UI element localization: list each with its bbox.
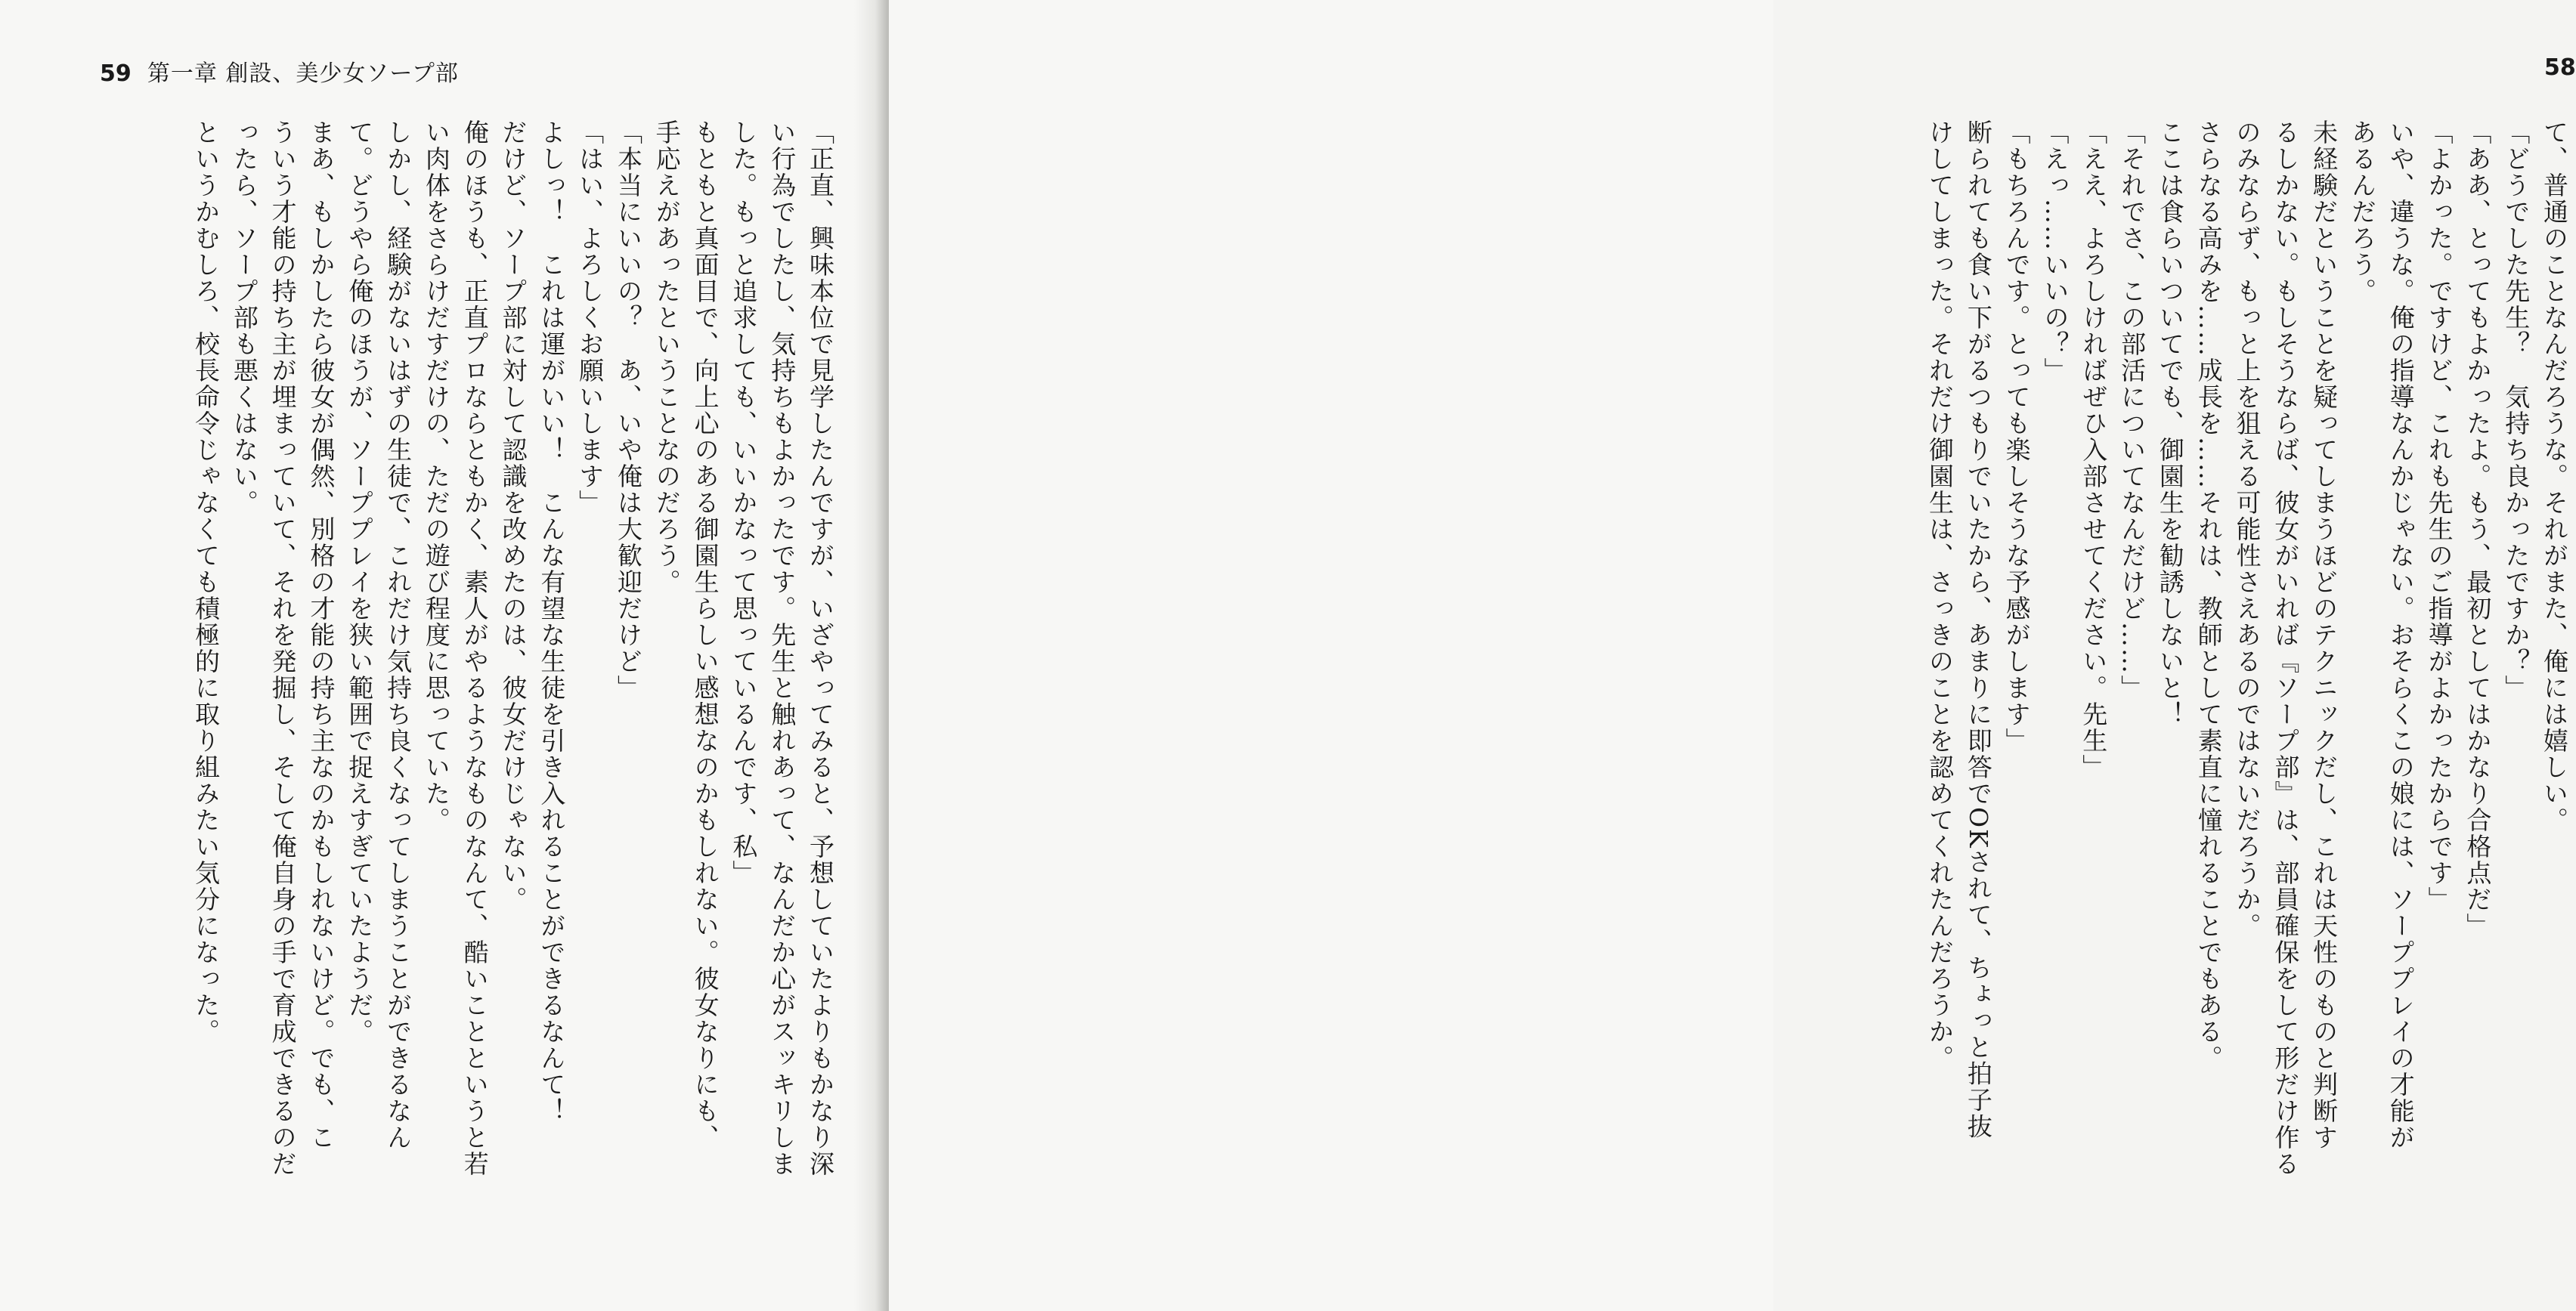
text-line: 未経験だということを疑ってしまうほどのテクニックだし、これは天性のものと判断す <box>2309 119 2339 1151</box>
text-line: 「本当にいいの？ あ、いや俺は大歓迎だけど」 <box>613 119 643 701</box>
right-page-number: 58 <box>2544 54 2576 81</box>
text-line: よしっ！ これは運がいい！ こんな有望な生徒を引き入れることができるなんて！ <box>537 119 567 1124</box>
left-page <box>0 0 877 1311</box>
text-line: るしかない。もしそうならば、彼女がいれば『ソープ部』は、部員確保をして形だけ作る <box>2271 119 2301 1177</box>
text-line: のみならず、もっと上を狙える可能性さえあるのではないだろうか。 <box>2232 119 2262 939</box>
left-page-header <box>100 54 459 88</box>
text-line: だけど、ソープ部に対して認識を改めたのは、彼女だけじゃない。 <box>498 119 528 913</box>
text-line: いや、違うな。俺の指導なんかじゃない。おそらくこの娘には、ソーププレイの才能が <box>2386 119 2416 1151</box>
right-page-header <box>2544 54 2576 81</box>
text-line: て。どうやら俺のほうが、ソーププレイを狭い範囲で捉えすぎていたようだ。 <box>345 119 375 1045</box>
text-line: ったら、ソープ部も悪くはない。 <box>229 119 259 516</box>
text-line: い肉体をさらけだすだけの、ただの遊び程度に思っていた。 <box>421 119 451 833</box>
text-line: もともと真面目で、向上心のある御園生らしい感想なのかもしれない。彼女なりにも、 <box>690 119 720 1151</box>
text-line: ここは食らいついてでも、御園生を勧誘しないと！ <box>2155 119 2185 728</box>
text-line: 「それでさ、この部活についてなんだけど……」 <box>2117 119 2147 701</box>
text-line: ういう才能の持ち主が埋まっていて、それを発掘し、そして俺自身の手で育成できるのだ <box>268 119 298 1177</box>
text-line: あるんだろう。 <box>2347 119 2377 305</box>
text-line: 「ああ、とってもよかったよ。もう、最初としてはかなり合格点だ」 <box>2463 119 2493 939</box>
text-line: 「ええ、よろしければぜひ入部させてください。先生」 <box>2079 119 2109 781</box>
text-line: 断られても食い下がるつもりでいたから、あまりに即答でOKされて、ちょっと拍子抜 <box>1963 119 1993 1140</box>
left-page-number: 59 <box>100 60 132 87</box>
text-line: さらなる高みを……成長を……それは、教師として素直に憧れることでもある。 <box>2194 119 2224 1071</box>
text-line: 俺のほうも、正直プロならともかく、素人がやるようなものなんて、酷いことというと若 <box>460 119 490 1177</box>
text-line: 手応えがあったということなのだろう。 <box>652 119 682 595</box>
text-line: 「よかった。ですけど、これも先生のご指導がよかったからです」 <box>2424 119 2454 913</box>
text-line: 「えっ……いいの？」 <box>2040 119 2070 384</box>
text-line: というかむしろ、校長命令じゃなくても積極的に取り組みたい気分になった。 <box>191 119 221 1045</box>
text-line: 「もちろんです。とっても楽しそうな予感がします」 <box>2002 119 2032 754</box>
text-line: い行為でしたし、気持ちもよかったです。先生と触れあって、なんだか心がスッキリしま <box>767 119 797 1177</box>
text-line: 「どうでした先生？ 気持ち良かったですか？」 <box>2501 119 2531 701</box>
right-page-text <box>1840 119 2573 1253</box>
text-line: まあ、もしかしたら彼女が偶然、別格の才能の持ち主なのかもしれないけど。でも、こ <box>306 119 336 1151</box>
text-line: した。もっと追求しても、いいかなって思っているんです、私」 <box>729 119 759 886</box>
left-page-text <box>89 119 839 1253</box>
text-line: て、普通のことなんだろうな。それがまた、俺には嬉しい。 <box>2540 119 2569 833</box>
chapter-title: 第一章 創設、美少女ソープ部 <box>147 60 459 87</box>
text-line: 「はい、よろしくお願いします」 <box>575 119 605 516</box>
right-page <box>889 0 2576 1311</box>
text-line: けしてしまった。それだけ御園生は、さっきのことを認めてくれたんだろうか。 <box>1925 119 1955 1071</box>
text-line: 「正直、興味本位で見学したんですが、いざやってみると、予想していたよりもかなり深 <box>806 119 835 1177</box>
text-line: しかし、経験がないはずの生徒で、これだけ気持ち良くなってしまうことができるなん <box>383 119 413 1151</box>
